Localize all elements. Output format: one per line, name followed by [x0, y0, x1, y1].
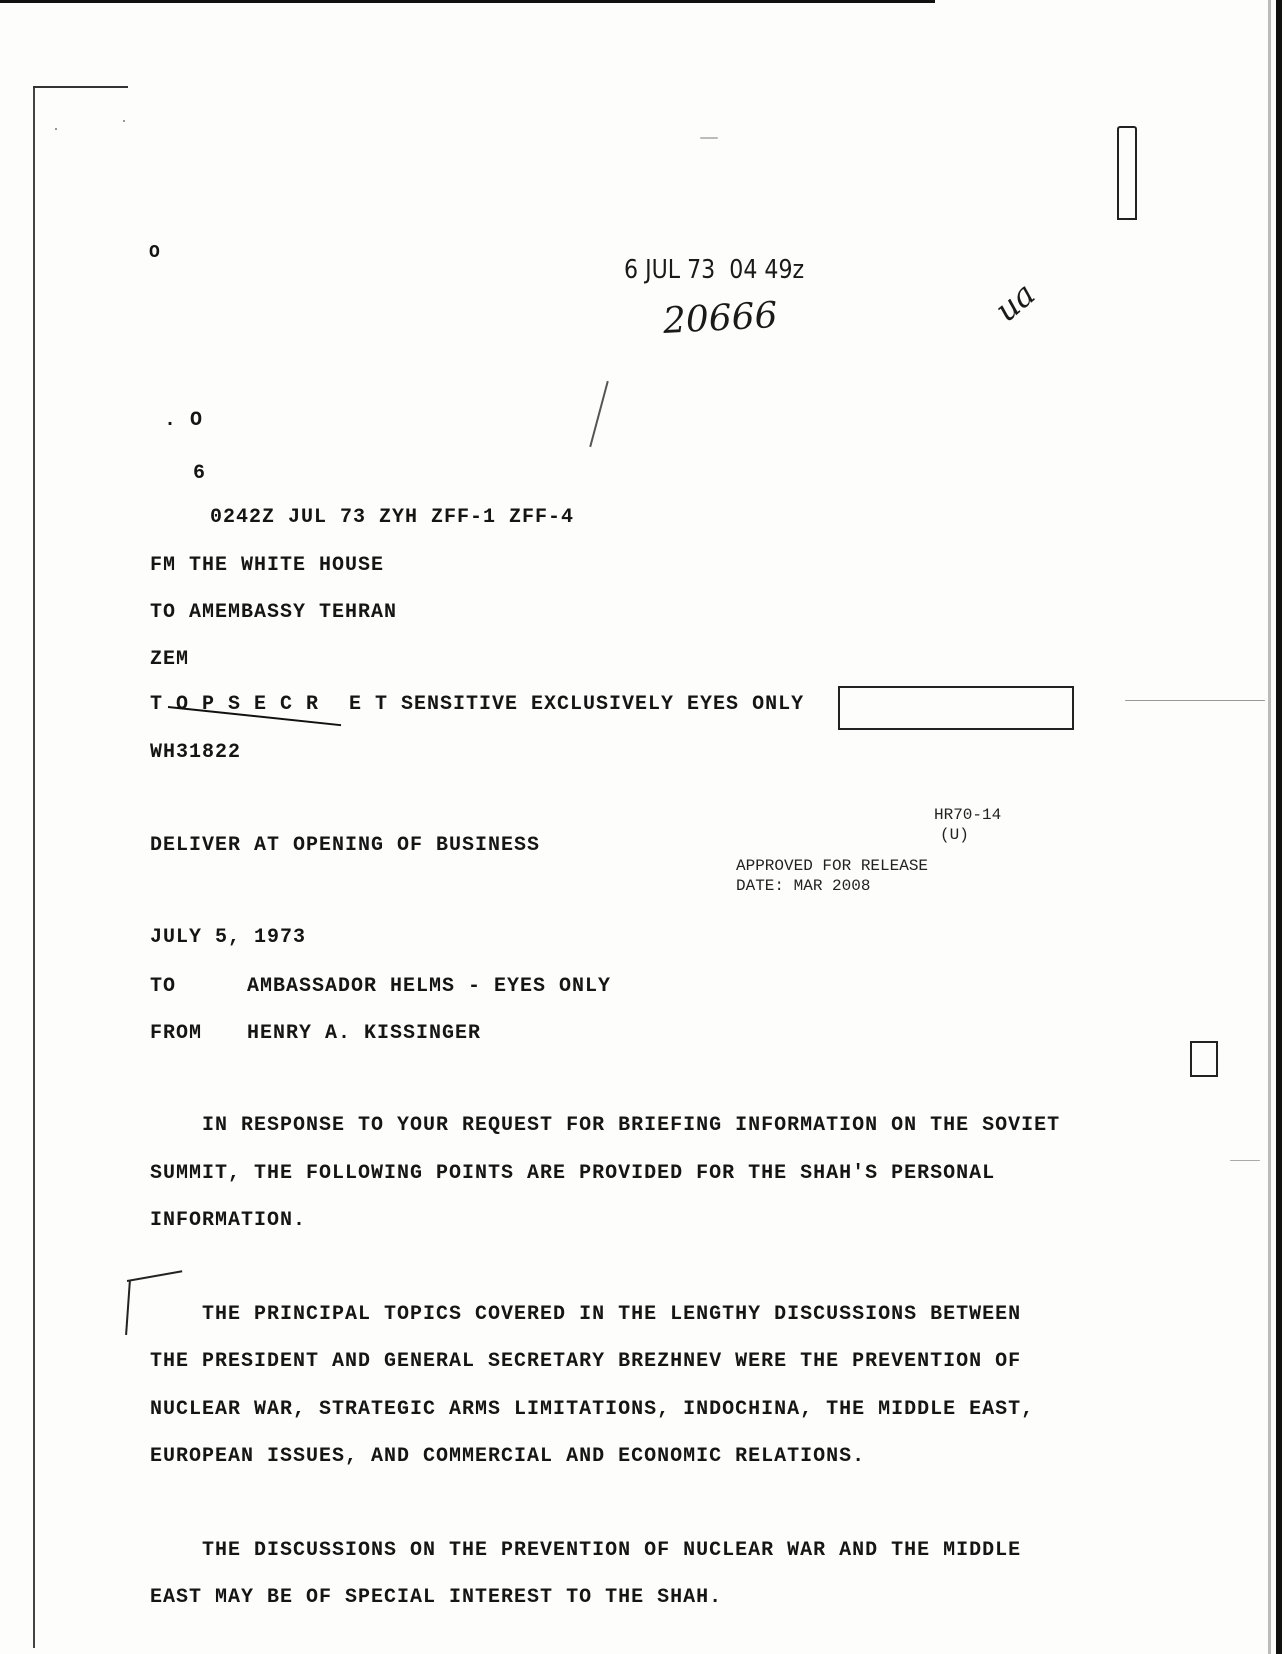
reference-number: WH31822	[150, 741, 242, 764]
classification-line: E T SENSITIVE EXCLUSIVELY EYES ONLY	[336, 693, 805, 716]
left-top-rule	[33, 86, 128, 88]
header-line: 0242Z JUL 73 ZYH ZFF-1 ZFF-4	[210, 506, 575, 529]
to-label: TO	[150, 975, 177, 998]
para3-line2: EAST MAY BE OF SPECIAL INTEREST TO THE SHAH.	[150, 1586, 723, 1609]
to-line: TO AMEMBASSY TEHRAN	[150, 601, 398, 624]
top-scan-edge	[0, 0, 935, 3]
from-value: HENRY A. KISSINGER	[247, 1022, 482, 1045]
to-value: AMBASSADOR HELMS - EYES ONLY	[247, 975, 612, 998]
release-date: DATE: MAR 2008	[736, 877, 871, 895]
left-scan-edge	[33, 88, 35, 1648]
para3-line1: THE DISCUSSIONS ON THE PREVENTION OF NUCLEAR WAR AND THE MIDDLE	[150, 1539, 1022, 1562]
right-gray-edge	[1268, 0, 1271, 1654]
side-checkbox	[1190, 1041, 1218, 1077]
bracket-vertical	[125, 1280, 131, 1335]
release-approved: APPROVED FOR RELEASE	[736, 857, 929, 875]
scan-speck	[1230, 1160, 1260, 1161]
para2-line1: THE PRINCIPAL TOPICS COVERED IN THE LENGTHY DISCUSSIONS BETWEEN	[150, 1303, 1022, 1326]
from-line: FM THE WHITE HOUSE	[150, 554, 385, 577]
right-scan-edge	[1276, 0, 1282, 1654]
mark-o-1: O	[149, 243, 161, 263]
document-date: JULY 5, 1973	[150, 926, 307, 949]
delivery-instruction: DELIVER AT OPENING OF BUSINESS	[150, 834, 541, 857]
mark-o-2: . O	[164, 409, 204, 432]
zem-line: ZEM	[150, 648, 190, 671]
classification-struck: T O P S E C R	[150, 693, 320, 716]
handwritten-number: 20666	[662, 295, 779, 342]
scan-speck	[123, 120, 125, 122]
redaction-box	[838, 686, 1074, 730]
para2-line3: NUCLEAR WAR, STRATEGIC ARMS LIMITATIONS, INDOCHINA, THE MIDDLE EAST,	[150, 1398, 1035, 1421]
para2-line4: EUROPEAN ISSUES, AND COMMERCIAL AND ECONOMIC RELATIONS.	[150, 1445, 866, 1468]
release-code: HR70-14	[934, 806, 1002, 824]
mark-6: 6	[193, 462, 207, 485]
scan-speck	[55, 128, 57, 130]
release-u: (U)	[940, 826, 969, 844]
para1-line2: SUMMIT, THE FOLLOWING POINTS ARE PROVIDED FOR THE SHAH'S PERSONAL	[150, 1162, 996, 1185]
para2-line2: THE PRESIDENT AND GENERAL SECRETARY BREZHNEV WERE THE PREVENTION OF	[150, 1350, 1022, 1373]
bracket-horizontal	[127, 1270, 182, 1282]
pencil-stroke	[589, 381, 609, 447]
from-label: FROM	[150, 1022, 203, 1045]
handwritten-initials: ua	[987, 274, 1043, 330]
scan-speck	[700, 137, 718, 139]
scan-speck	[1125, 700, 1265, 701]
para1-line3: INFORMATION.	[150, 1209, 307, 1232]
para1-line1: IN RESPONSE TO YOUR REQUEST FOR BRIEFING INFORMATION ON THE SOVIET	[150, 1114, 1061, 1137]
top-right-tab-box	[1117, 126, 1137, 220]
datetime-stamp: 6 JUL 73 04 49z	[624, 255, 805, 285]
